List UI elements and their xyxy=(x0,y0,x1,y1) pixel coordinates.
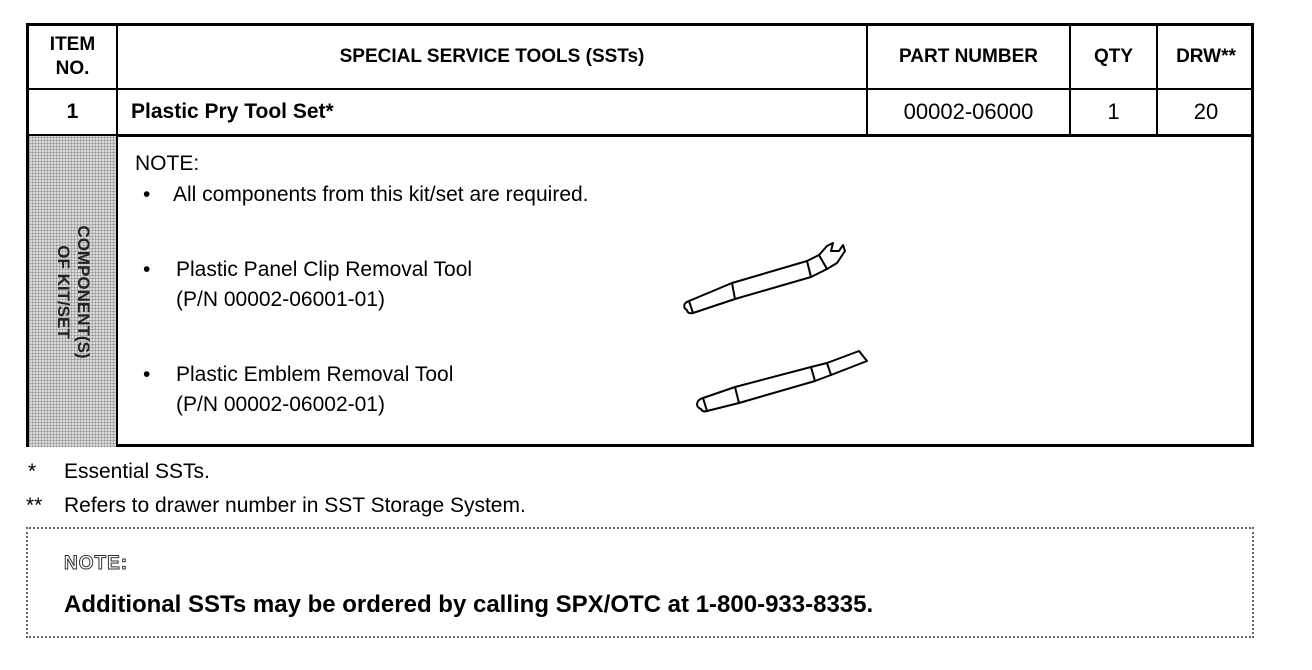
row-divider xyxy=(29,134,1251,137)
component-1-part-number: (P/N 00002-06001-01) xyxy=(176,288,385,311)
footnote-text: Essential SSTs. xyxy=(64,460,210,483)
header-part-number: PART NUMBER xyxy=(899,46,1038,67)
row-drw: 20 xyxy=(1193,99,1219,124)
bullet-icon: • xyxy=(143,258,151,281)
note-box xyxy=(26,527,1254,638)
row-item-no: 1 xyxy=(66,100,79,123)
footnote-marker: * xyxy=(28,460,37,483)
row-qty: 1 xyxy=(1107,99,1120,124)
component-note-bullet: All components from this kit/set are required. xyxy=(173,183,589,206)
footnote-marker: ** xyxy=(26,494,43,517)
bullet-icon: • xyxy=(143,363,151,386)
component-note-heading: NOTE: xyxy=(135,152,200,175)
row-part-number: 00002-06000 xyxy=(903,99,1034,124)
components-side-cell xyxy=(29,136,116,447)
header-item-no: ITEM NO. xyxy=(49,34,96,79)
header-description: SPECIAL SERVICE TOOLS (SSTs) xyxy=(339,46,645,67)
footnote-text: Refers to drawer number in SST Storage System. xyxy=(64,494,526,517)
header-qty: QTY xyxy=(1093,46,1134,67)
component-2-name: Plastic Emblem Removal Tool xyxy=(176,363,454,386)
note-label: NOTE: xyxy=(64,553,129,574)
bullet-icon: • xyxy=(143,183,151,206)
components-label: COMPONENT(S) OF KIT/SET xyxy=(53,224,93,359)
row-description: Plastic Pry Tool Set* xyxy=(131,100,334,123)
sst-table xyxy=(26,23,1254,447)
note-text: Additional SSTs may be ordered by calling SPX/OTC at 1-800-933-8335. xyxy=(64,591,874,618)
component-2-part-number: (P/N 00002-06002-01) xyxy=(176,393,385,416)
column-divider xyxy=(116,26,118,447)
component-1-name: Plastic Panel Clip Removal Tool xyxy=(176,258,473,281)
header-drw: DRW** xyxy=(1176,46,1236,67)
emblem-tool-icon xyxy=(691,343,873,417)
panel-clip-tool-icon xyxy=(677,231,849,321)
